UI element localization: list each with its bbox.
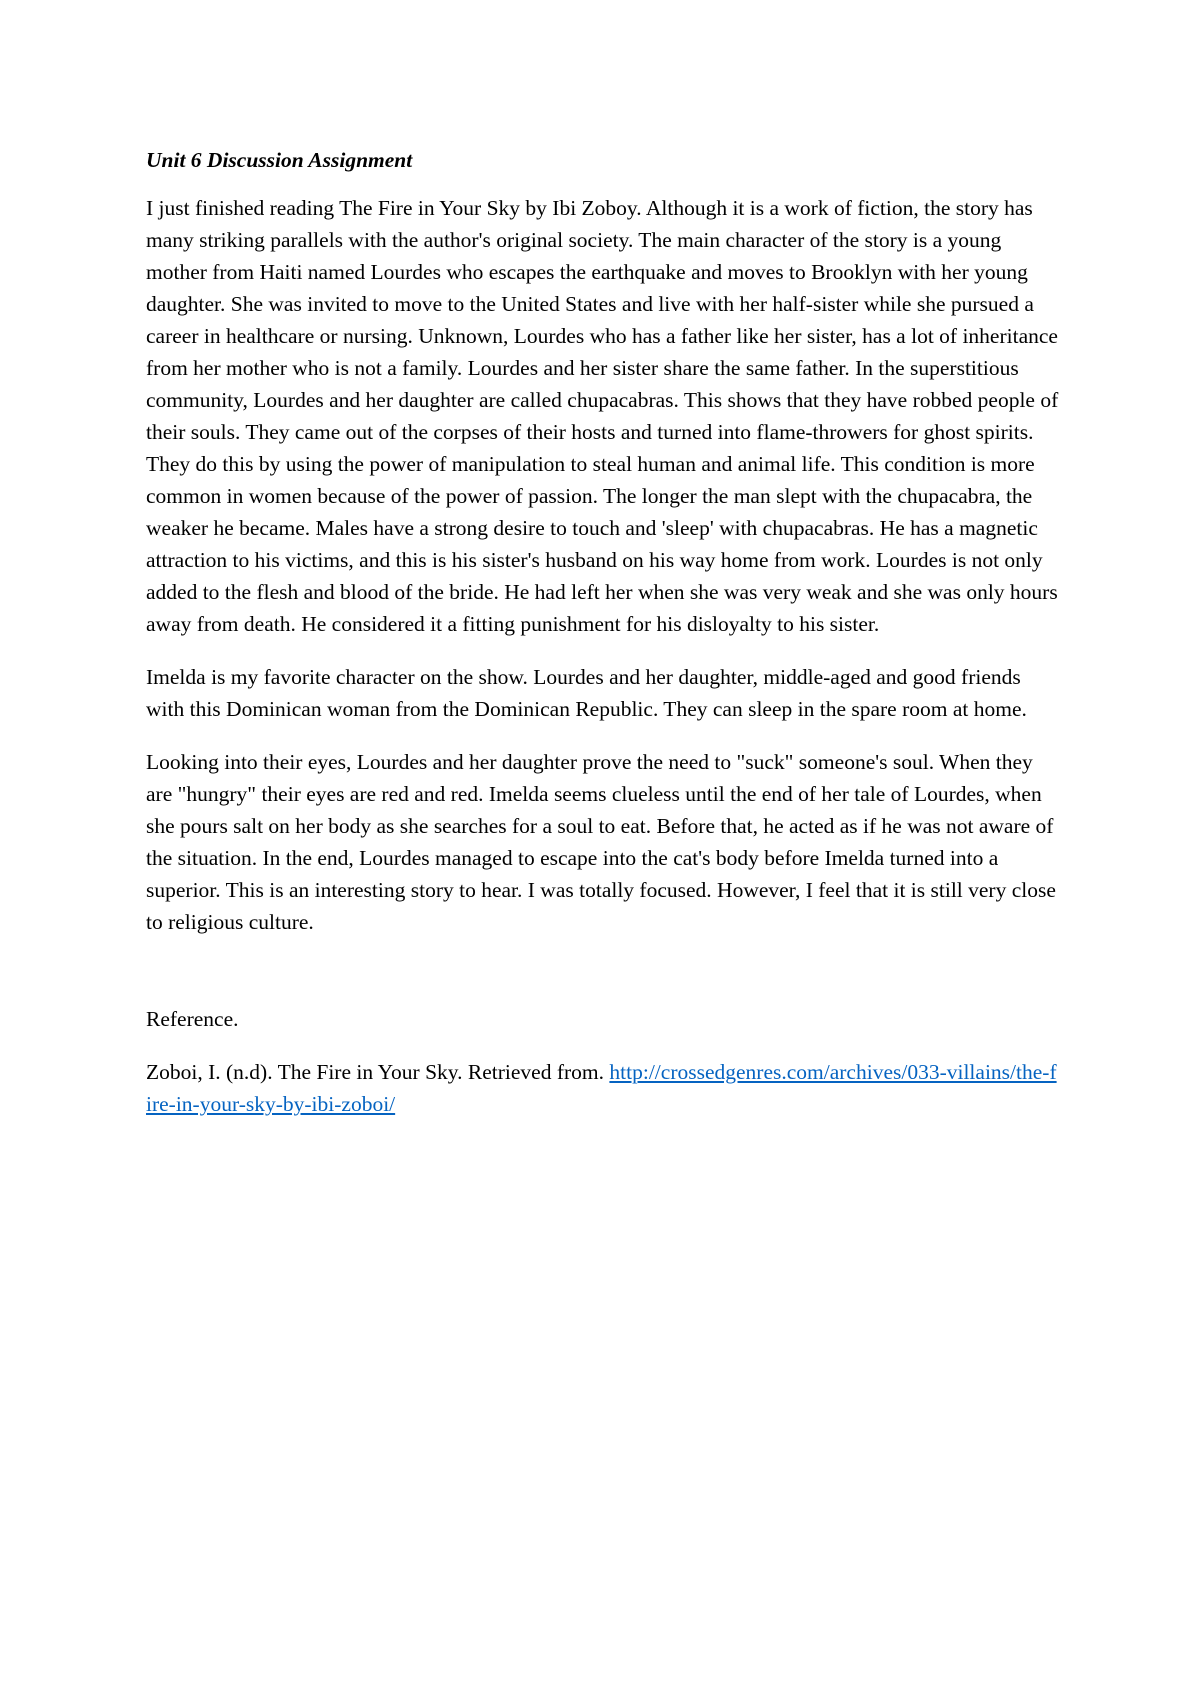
paragraph-conclusion: Looking into their eyes, Lourdes and her daughter prove the need to "suck" someone's soul. When they are "hungry" their eyes are red and red. Imelda seems clueless until the end of her tale of Lourdes, when she pours salt on her body as she searches for a soul to eat. Before that, he acted as if he was not aware of the situation. In the end, Lourdes managed to escape into the cat's body before Imelda turned into a superior. This is an interesting story to hear. I was totally focused. However, I feel that it is still very close to religious culture. (146, 750, 1056, 934)
paragraph-favorite-character: Imelda is my favorite character on the show. Lourdes and her daughter, middle-aged and good friends with this Dominican woman from the Dominican Republic. They can sleep in the spare room at home. (146, 665, 1027, 721)
document-title: Unit 6 Discussion Assignment (146, 148, 413, 172)
reference-citation-text: Zoboi, I. (n.d). The Fire in Your Sky. Retrieved from. (146, 1060, 610, 1084)
reference-link[interactable]: http://crossedgenres.com/archives/033-villains/the-fire-in-your-sky-by-ibi-zoboi/ (146, 1060, 1057, 1116)
reference-entry (146, 1056, 1061, 1120)
reference-heading: Reference. (146, 1007, 239, 1031)
section-spacer (146, 959, 1061, 1003)
paragraph-summary: I just finished reading The Fire in Your Sky by Ibi Zoboy. Although it is a work of fiction, the story has many striking parallels with the author's original society. The main character of the story is a young mother from Haiti named Lourdes who escapes the earthquake and moves to Brooklyn with her young daughter. She was invited to move to the United States and live with her half-sister while she pursued a career in healthcare or nursing. Unknown, Lourdes who has a father like her sister, has a lot of inheritance from her mother who is not a family. Lourdes and her sister share the same father. In the superstitious community, Lourdes and her daughter are called chupacabras. This shows that they have robbed people of their souls. They came out of the corpses of their hosts and turned into flame-throwers for ghost spirits. They do this by using the power of manipulation to steal human and animal life. This condition is more common in women because of the power of passion. The longer the man slept with the chupacabra, the weaker he became. Males have a strong desire to touch and 'sleep' with chupacabras. He has a magnetic attraction to his victims, and this is his sister's husband on his way home from work. Lourdes is not only added to the flesh and blood of the bride. He had left her when she was very weak and she was only hours away from death. He considered it a fitting punishment for his disloyalty to his sister. (146, 196, 1059, 636)
document-body (146, 144, 1061, 1141)
